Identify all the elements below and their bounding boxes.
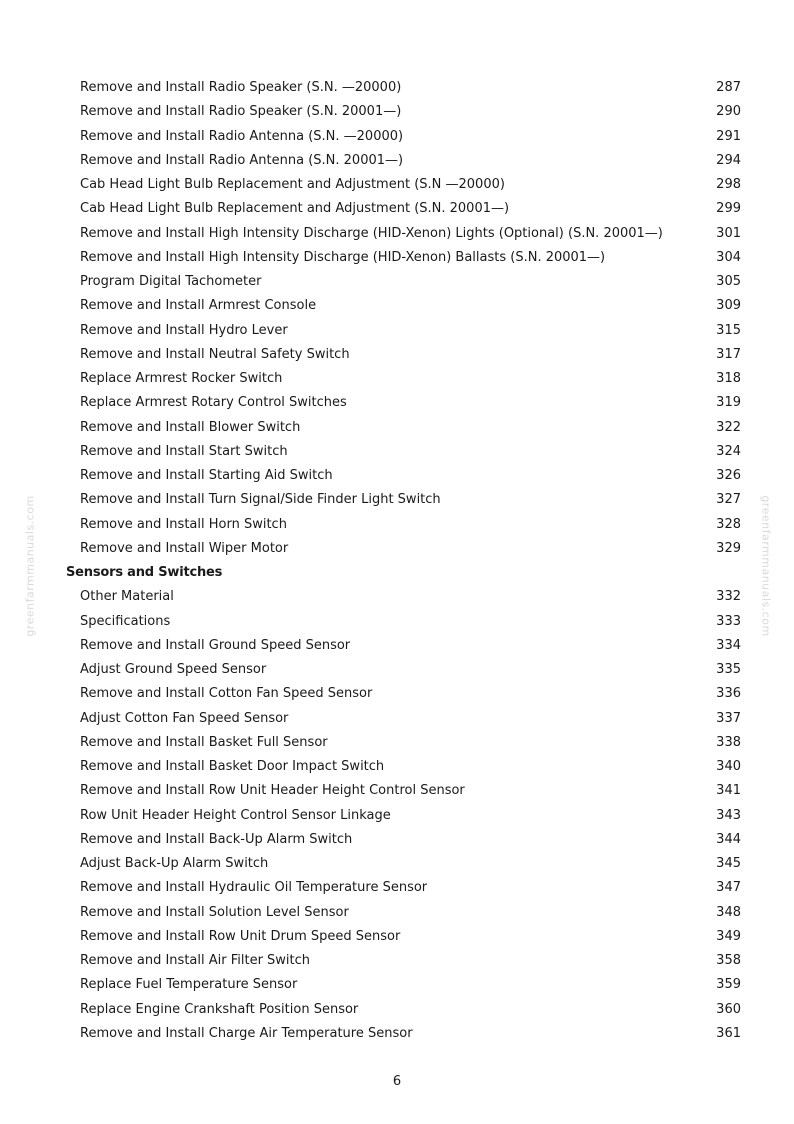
toc-entry[interactable] [0, 804, 794, 828]
toc-entry-title: Remove and Install Start Switch [80, 443, 288, 459]
toc-entry-title: Remove and Install Radio Speaker (S.N. 20001—) [80, 104, 402, 120]
toc-entry-title: Remove and Install Cotton Fan Speed Sensor [80, 686, 373, 702]
toc-entry[interactable] [0, 973, 794, 997]
toc-entry-page-number: 304 [716, 249, 741, 265]
toc-entry[interactable] [0, 682, 794, 706]
toc-entry-title: Remove and Install Wiper Motor [80, 540, 289, 556]
toc-entry-page-number: 291 [716, 128, 741, 144]
toc-entry[interactable] [0, 1022, 794, 1046]
toc-entry-page-number: 328 [716, 516, 741, 532]
toc-entry-title: Remove and Install Radio Antenna (S.N. 20001—) [80, 152, 404, 168]
toc-entry-page-number: 340 [716, 759, 741, 774]
toc-entry[interactable] [0, 319, 794, 343]
toc-entry-page-number: 361 [716, 1025, 741, 1041]
toc-entry-title: Remove and Install Neutral Safety Switch [80, 346, 350, 362]
toc-entry-title: Remove and Install Turn Signal/Side Finder Light Switch [80, 492, 441, 508]
toc-entry-title: Remove and Install Starting Aid Switch [80, 468, 333, 483]
toc-entry-title: Cab Head Light Bulb Replacement and Adjustment (S.N. 20001—) [80, 201, 510, 217]
toc-entry-title: Remove and Install Row Unit Drum Speed Sensor [80, 928, 401, 944]
toc-entry-title: Specifications [80, 613, 171, 629]
toc-entry-page-number: 290 [716, 104, 741, 120]
toc-entry-title: Remove and Install Basket Door Impact Switch [80, 759, 385, 774]
toc-entry[interactable] [0, 100, 794, 124]
toc-entry-title: Remove and Install Radio Speaker (S.N. —20000) [80, 80, 402, 95]
toc-entry[interactable] [0, 852, 794, 876]
toc-entry[interactable] [0, 391, 794, 415]
toc-entry[interactable] [0, 513, 794, 537]
toc-entry-title: Cab Head Light Bulb Replacement and Adjustment (S.N —20000) [80, 177, 505, 192]
toc-entry-page-number: 359 [716, 977, 741, 993]
toc-entry-page-number: 305 [716, 274, 741, 289]
toc-entry-page-number: 298 [716, 177, 741, 192]
toc-entry-title: Adjust Back-Up Alarm Switch [80, 856, 269, 871]
toc-entry[interactable] [0, 416, 794, 440]
toc-entry[interactable] [0, 537, 794, 561]
toc-entry[interactable] [0, 246, 794, 270]
toc-entry-page-number: 333 [716, 613, 741, 629]
toc-entry-title: Remove and Install Row Unit Header Height Control Sensor [80, 783, 465, 799]
toc-section-heading [0, 561, 794, 585]
toc-entry-page-number: 309 [716, 298, 741, 314]
toc-entry-title: Remove and Install Back-Up Alarm Switch [80, 831, 353, 847]
toc-entry[interactable] [0, 925, 794, 949]
toc-entry[interactable] [0, 440, 794, 464]
watermark-left: greenfarmmanuals.com [23, 495, 37, 637]
toc-entry[interactable] [0, 779, 794, 803]
toc-entry[interactable] [0, 755, 794, 779]
toc-entry[interactable] [0, 367, 794, 391]
toc-entry[interactable] [0, 901, 794, 925]
toc-entry[interactable] [0, 876, 794, 900]
toc-entry[interactable] [0, 707, 794, 731]
toc-entry-title: Remove and Install Blower Switch [80, 419, 301, 435]
toc-entry-page-number: 301 [716, 225, 741, 241]
toc-entry-page-number: 287 [716, 80, 741, 95]
section-title: Sensors and Switches [66, 565, 223, 580]
toc-entry-title: Replace Fuel Temperature Sensor [80, 977, 298, 993]
toc-entry-page-number: 332 [716, 589, 741, 605]
page-number: 6 [392, 1074, 402, 1089]
toc-entry-page-number: 345 [716, 856, 741, 871]
toc-entry[interactable] [0, 76, 794, 100]
toc-entry[interactable] [0, 634, 794, 658]
toc-entry[interactable] [0, 658, 794, 682]
toc-entry-title: Remove and Install Charge Air Temperature Sensor [80, 1025, 413, 1041]
toc-entry-page-number: 344 [716, 831, 741, 847]
toc-entry[interactable] [0, 488, 794, 512]
toc-entry-page-number: 347 [716, 880, 741, 896]
toc-entry[interactable] [0, 828, 794, 852]
toc-entry-page-number: 327 [716, 492, 741, 508]
toc-entry-title: Row Unit Header Height Control Sensor Linkage [80, 807, 391, 823]
toc-entry-page-number: 326 [716, 468, 741, 483]
toc-entry-page-number: 360 [716, 1001, 741, 1017]
toc-entry-title: Program Digital Tachometer [80, 274, 262, 289]
toc-entry-page-number: 349 [716, 928, 741, 944]
toc-entry-page-number: 322 [716, 419, 741, 435]
toc-entry-title: Replace Armrest Rocker Switch [80, 371, 283, 386]
toc-entry-page-number: 341 [716, 783, 741, 799]
toc-entry-page-number: 338 [716, 734, 741, 750]
toc-entry-page-number: 324 [716, 443, 741, 459]
toc-entry[interactable] [0, 949, 794, 973]
toc-entry[interactable] [0, 294, 794, 318]
toc-entry-title: Remove and Install High Intensity Discharge (HID-Xenon) Lights (Optional) (S.N. 20001—) [80, 225, 663, 241]
toc-entry-page-number: 329 [716, 540, 741, 556]
toc-entry-page-number: 348 [716, 904, 741, 920]
toc-entry-title: Remove and Install Hydraulic Oil Temperature Sensor [80, 880, 428, 896]
toc-entry[interactable] [0, 149, 794, 173]
toc-entry[interactable] [0, 998, 794, 1022]
toc-entry-page-number: 318 [716, 371, 741, 386]
toc-entry-title: Remove and Install High Intensity Discharge (HID-Xenon) Ballasts (S.N. 20001—) [80, 249, 606, 265]
watermark-right: greenfarmmanuals.com [759, 495, 773, 637]
toc-entry-title: Remove and Install Solution Level Sensor [80, 904, 349, 920]
toc-entry-page-number: 337 [716, 710, 741, 726]
toc-entry-page-number: 294 [716, 152, 741, 168]
toc-entry-page-number: 358 [716, 953, 741, 968]
toc-entry[interactable] [0, 464, 794, 488]
toc-entry[interactable] [0, 125, 794, 149]
toc-entry-title: Remove and Install Armrest Console [80, 298, 317, 314]
toc-entry-title: Remove and Install Hydro Lever [80, 322, 288, 338]
toc-entry-title: Remove and Install Ground Speed Sensor [80, 637, 351, 653]
toc-entry-title: Remove and Install Radio Antenna (S.N. —20000) [80, 128, 404, 144]
toc-entry[interactable] [0, 197, 794, 221]
toc-entry[interactable] [0, 173, 794, 197]
toc-entry-title: Replace Armrest Rotary Control Switches [80, 395, 347, 411]
toc-entry-page-number: 319 [716, 395, 741, 411]
toc-entry[interactable] [0, 343, 794, 367]
toc-entry[interactable] [0, 270, 794, 294]
toc-entry-title: Other Material [80, 589, 174, 605]
toc-entry-title: Replace Engine Crankshaft Position Sensor [80, 1001, 359, 1017]
toc-entry-title: Adjust Ground Speed Sensor [80, 662, 267, 677]
toc-entry-title: Remove and Install Basket Full Sensor [80, 734, 328, 750]
toc-entry[interactable] [0, 610, 794, 634]
toc-entry-page-number: 335 [716, 662, 741, 677]
toc-entry-page-number: 317 [716, 346, 741, 362]
toc-entry-page-number: 315 [716, 322, 741, 338]
toc-entry-title: Adjust Cotton Fan Speed Sensor [80, 710, 289, 726]
toc-entry-title: Remove and Install Air Filter Switch [80, 953, 311, 968]
toc-entry-page-number: 299 [716, 201, 741, 217]
toc-entry[interactable] [0, 222, 794, 246]
toc-entry[interactable] [0, 585, 794, 609]
toc-entry-page-number: 343 [716, 807, 741, 823]
toc-entry-page-number: 334 [716, 637, 741, 653]
toc-entry-page-number: 336 [716, 686, 741, 702]
table-of-contents [0, 76, 794, 1046]
toc-entry[interactable] [0, 731, 794, 755]
toc-entry-title: Remove and Install Horn Switch [80, 516, 287, 532]
